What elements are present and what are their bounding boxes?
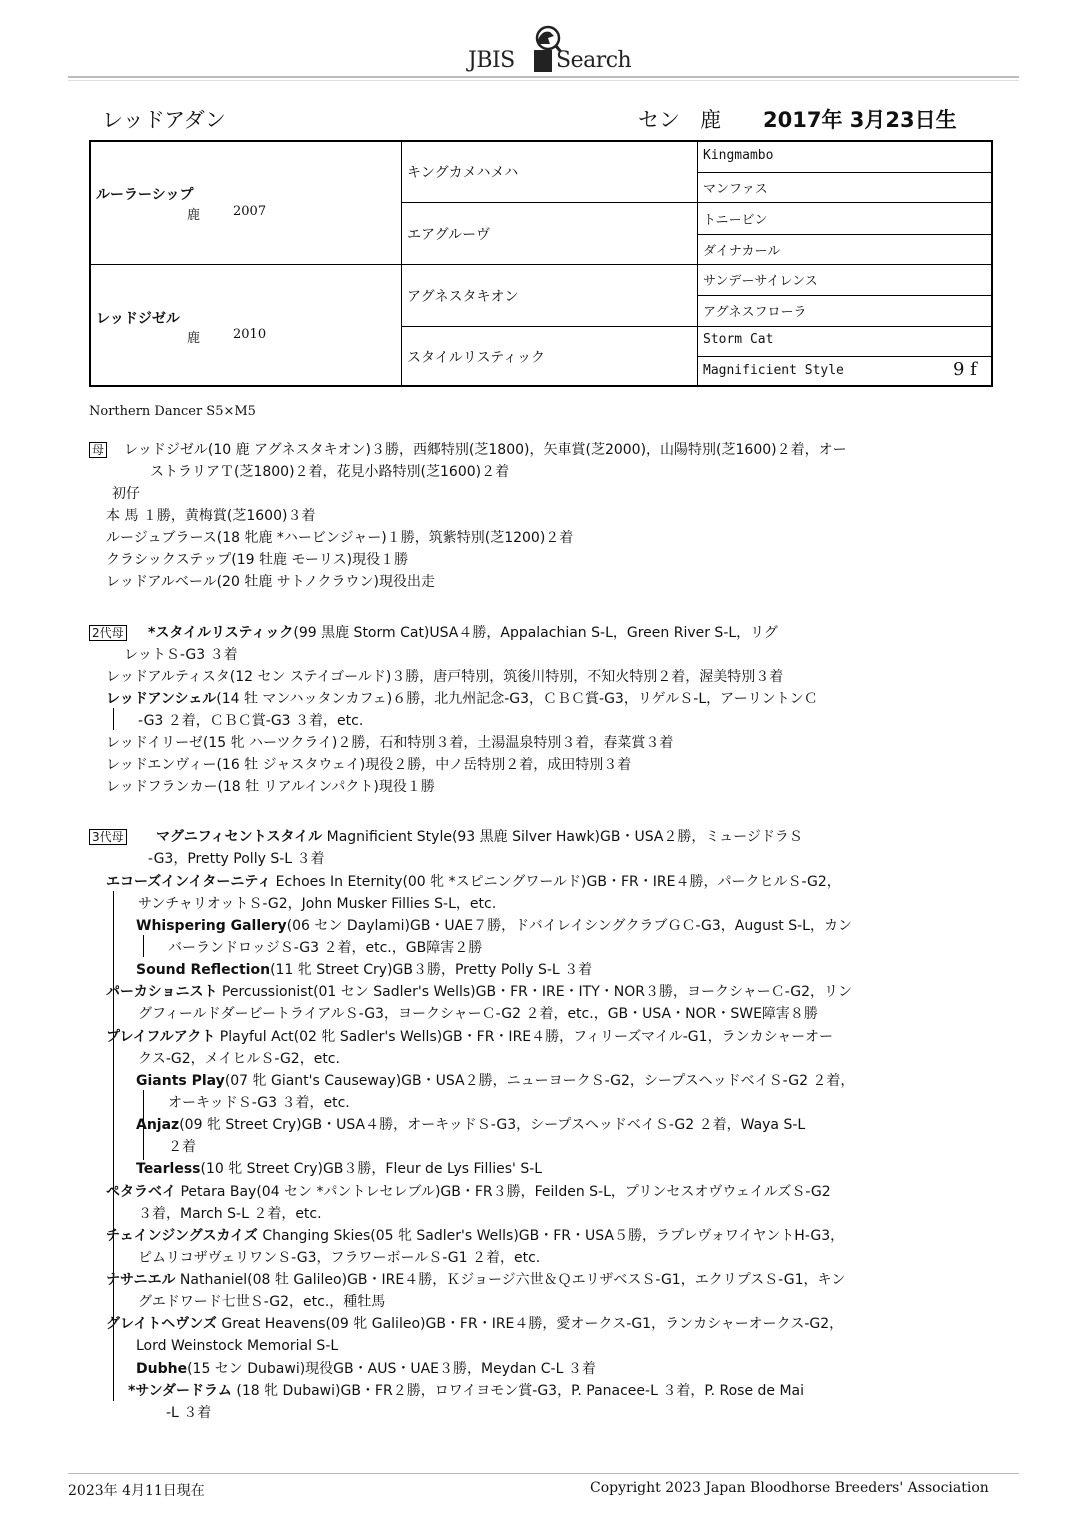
- sire-name: ルーラーシップ: [96, 187, 194, 203]
- g3-7: Storm Cat: [703, 332, 774, 347]
- g2-sire-dam: エアグルーヴ: [407, 227, 491, 243]
- dam-year: 2010: [233, 327, 267, 342]
- logo-text-search: Search: [556, 48, 632, 73]
- third-dam-row: チェインジングスカイズ Changing Skies(05 牝 Sadler's Wells)GB・FR・USA５勝，ラプレヴォワイヤントH-G3，: [106, 1228, 845, 1244]
- footer-copyright: Copyright 2023 Japan Bloodhorse Breeders' Association: [590, 1480, 989, 1496]
- second-dam-line: レッドアルティスタ(12 セン ステイゴールド)３勝，唐戸特別，筑後川特別，不知火特別２着，渥美特別３着: [106, 669, 784, 685]
- horse-name: レッドアダン: [102, 108, 226, 132]
- family-number: 9 f: [953, 359, 977, 380]
- third-dam-row: Giants Play(07 牝 Giant's Causeway)GB・USA２勝，ニューヨークＳ-G2，シープスヘッドベイＳ-G2 ２着，: [136, 1073, 855, 1089]
- footer-divider: [68, 1473, 1019, 1474]
- dam-name: レッドジゼル: [96, 311, 180, 327]
- dam-line: レッドアルベール(20 牡鹿 サトノクラウン)現役出走: [106, 574, 435, 590]
- third-dam-row: Lord Weinstock Memorial S-L: [136, 1338, 339, 1354]
- third-dam-row: ペタラベイ Petara Bay(04 セン *パントレセレブル)GB・FR３勝，Feilden S-L，プリンセスオヴウェイルズＳ-G2: [106, 1184, 831, 1200]
- third-dam-row: エコーズインイターニティ Echoes In Eternity(00 牝 *スピニングワールド)GB・FR・IRE４勝，パークヒルＳ-G2，: [106, 874, 841, 890]
- g3-8: Magnificient Style: [703, 363, 844, 378]
- pedigree-table: [89, 140, 993, 387]
- second-dam-line: レッドフランカー(18 牡 リアルインパクト)現役１勝: [106, 779, 435, 795]
- sire-color: 鹿: [187, 208, 201, 223]
- g2-dam-dam: スタイルリスティック: [407, 350, 546, 366]
- second-dam-line: *スタイルリスティック(99 黒鹿 Storm Cat)USA４勝，Appalachian S-L，Green River S-L，リグ: [148, 625, 778, 641]
- header-divider: [68, 76, 1019, 78]
- second-dam-label: 2代母: [89, 622, 127, 644]
- third-dam-row: サンチャリオットＳ-G2，John Musker Fillies S-L，etc.: [138, 896, 497, 912]
- second-dam-line: レットＳ-G3 ３着: [124, 647, 238, 663]
- dam-line: 初仔: [112, 486, 140, 502]
- third-dam-row: プレイフルアクト Playful Act(02 牝 Sadler's Wells)GB・FR・IRE４勝，フィリーズマイル-G1，ランカシャーオー: [106, 1029, 834, 1045]
- g3-1: Kingmambo: [703, 148, 774, 163]
- logo-text-jbis: JBIS: [468, 48, 515, 73]
- third-dam-row: グレイトヘヴンズ Great Heavens(09 牝 Galileo)GB・FR・IRE４勝，愛オークス-G1，ランカシャーオークス-G2，: [106, 1316, 844, 1332]
- second-dam-line: レッドエンヴィー(16 牡 ジャスタウェイ)現役２勝，中ノ岳特別２着，成田特別３着: [106, 757, 632, 773]
- third-dam-row: パーカショニスト Percussionist(01 セン Sadler's Wells)GB・FR・IRE・ITY・NOR３勝，ヨークシャーＣ-G2，リン: [106, 984, 853, 1000]
- horse-birth: 2017年 3月23日生: [763, 108, 957, 132]
- third-dam-row: Anjaz(09 牝 Street Cry)GB・USA４勝，オーキッドＳ-G3，シープスヘッドベイＳ-G2 ２着，Waya S-L: [136, 1117, 806, 1133]
- third-dam-row: Whispering Gallery(06 セン Daylami)GB・UAE７勝，ドバイレイシングクラブＧＣ-G3，August S-L，カン: [136, 918, 852, 934]
- third-dam-row: クス-G2，メイヒルＳ-G2，etc.: [138, 1051, 340, 1067]
- third-dam-row: Dubhe(15 セン Dubawi)現役GB・AUS・UAE３勝，Meydan C-L ３着: [136, 1361, 596, 1377]
- g2-sire-sire: キングカメハメハ: [407, 165, 519, 181]
- dam-line: ルージュブラース(18 牝鹿 *ハービンジャー)１勝，筑紫特別(芝1200)２着: [106, 530, 574, 546]
- third-dam-row: マグニフィセントスタイル Magnificient Style(93 黒鹿 Silver Hawk)GB・USA２勝，ミュージドラＳ: [156, 829, 803, 845]
- third-dam-row: オーキッドＳ-G3 ３着，etc.: [168, 1095, 350, 1111]
- third-dam-row: バーランドロッジＳ-G3 ２着，etc.，GB障害２勝: [168, 940, 483, 956]
- dam-color: 鹿: [187, 331, 201, 346]
- second-dam-line: レッドアンシェル(14 牡 マンハッタンカフェ)６勝，北九州記念-G3，ＣＢＣ賞-G3，リゲルＳ-L，アーリントンＣ: [106, 691, 818, 707]
- footer-date: 2023年 4月11日現在: [68, 1483, 205, 1499]
- third-dam-row: -G3，Pretty Polly S-L ３着: [148, 851, 325, 867]
- third-dam-row: -L ３着: [166, 1405, 212, 1421]
- g3-4: ダイナカール: [703, 244, 781, 259]
- second-dam-line: -G3 ２着，ＣＢＣ賞-G3 ３着，etc.: [138, 713, 364, 729]
- third-dam-label: 3代母: [89, 826, 127, 848]
- sire-year: 2007: [233, 204, 267, 219]
- g3-3: トニービン: [703, 213, 768, 228]
- g3-2: マンファス: [703, 182, 768, 197]
- dam-line: レッドジゼル(10 鹿 アグネスタキオン)３勝，西郷特別(芝1800)，矢車賞(芝2000)，山陽特別(芝1600)２着，オー: [124, 442, 847, 458]
- horse-sex: セン: [638, 108, 680, 132]
- header-divider-thin: [68, 80, 1019, 81]
- third-dam-row: ２着: [168, 1139, 196, 1155]
- g2-dam-sire: アグネスタキオン: [407, 289, 519, 305]
- third-dam-row: ３着，March S-L ２着，etc.: [138, 1206, 322, 1222]
- third-dam-row: ナサニエル Nathaniel(08 牡 Galileo)GB・IRE４勝，Ｋジョージ六世＆ＱエリザベスＳ-G1，エクリプスＳ-G1，キン: [106, 1272, 846, 1288]
- third-dam-row: グエドワード七世Ｓ-G2，etc.，種牡馬: [138, 1294, 386, 1310]
- third-dam-row: グフィールドダービートライアルＳ-G3，ヨークシャーＣ-G2 ２着，etc.，GB・USA・NOR・SWE障害８勝: [138, 1006, 818, 1022]
- second-dam-line: レッドイリーゼ(15 牝 ハーツクライ)２勝，石和特別３着，土湯温泉特別３着，春菜賞３着: [106, 735, 674, 751]
- g3-5: サンデーサイレンス: [703, 274, 818, 289]
- inbreed-note: Northern Dancer S5×M5: [89, 404, 256, 419]
- dam-label: 母: [89, 439, 107, 461]
- jbis-search-logo: [468, 14, 638, 74]
- dam-line: 本 馬 １勝，黄梅賞(芝1600)３着: [106, 508, 316, 524]
- third-dam-row: *サンダードラム (18 牝 Dubawi)GB・FR２勝，ロワイヨモン賞-G3，P. Panacee-L ３着，P. Rose de Mai: [128, 1383, 805, 1399]
- g3-6: アグネスフローラ: [703, 305, 807, 320]
- horse-color: 鹿: [700, 108, 721, 132]
- dam-line: クラシックステップ(19 牡鹿 モーリス)現役１勝: [106, 552, 409, 568]
- third-dam-row: ピムリコザヴェリワンＳ-G3，フラワーボールＳ-G1 ２着，etc.: [138, 1250, 541, 1266]
- third-dam-row: Sound Reflection(11 牝 Street Cry)GB３勝，Pretty Polly S-L ３着: [136, 962, 593, 978]
- third-dam-row: Tearless(10 牝 Street Cry)GB３勝，Fleur de Lys Fillies' S-L: [136, 1161, 543, 1177]
- dam-line: ストラリアＴ(芝1800)２着，花見小路特別(芝1600)２着: [150, 464, 510, 480]
